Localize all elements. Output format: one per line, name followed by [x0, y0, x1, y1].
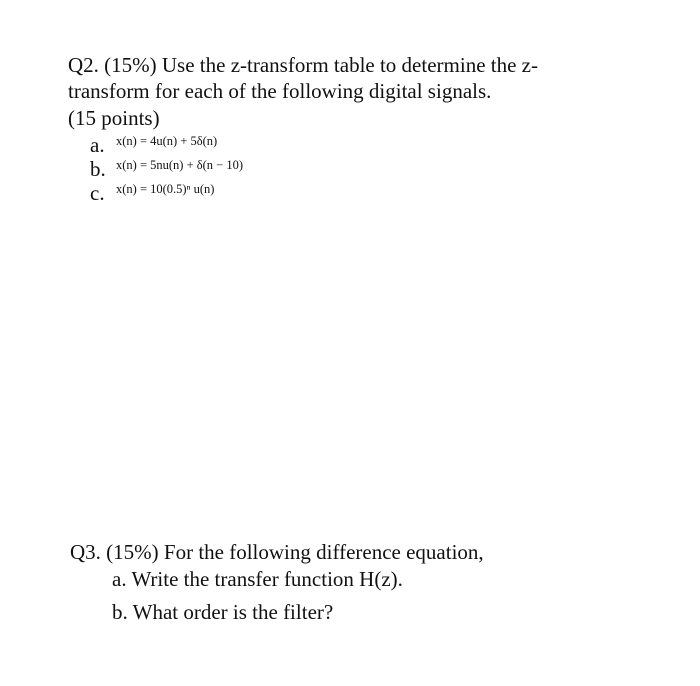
q3-part-b: b. What order is the filter?	[112, 600, 334, 624]
q3-part-a: a. Write the transfer function H(z).	[112, 567, 403, 591]
q2-item-a-formula: x(n) = 4u(n) + 5δ(n)	[116, 134, 218, 148]
q2-line-2: transform for each of the following digital signals.	[68, 79, 492, 103]
q3-line-1: Q3. (15%) For the following difference equation,	[70, 540, 484, 564]
q2-item-a-letter: a.	[90, 133, 105, 157]
q2-item-c-formula: x(n) = 10(0.5)ⁿ u(n)	[116, 182, 215, 196]
q2-line-1: Q2. (15%) Use the z-transform table to determine the z-	[68, 53, 538, 77]
q2-item-b-formula: x(n) = 5nu(n) + δ(n − 10)	[116, 158, 244, 172]
q2-item-c-letter: c.	[90, 181, 105, 205]
q2-line-3: (15 points)	[68, 106, 160, 130]
q2-item-b-letter: b.	[90, 157, 106, 181]
